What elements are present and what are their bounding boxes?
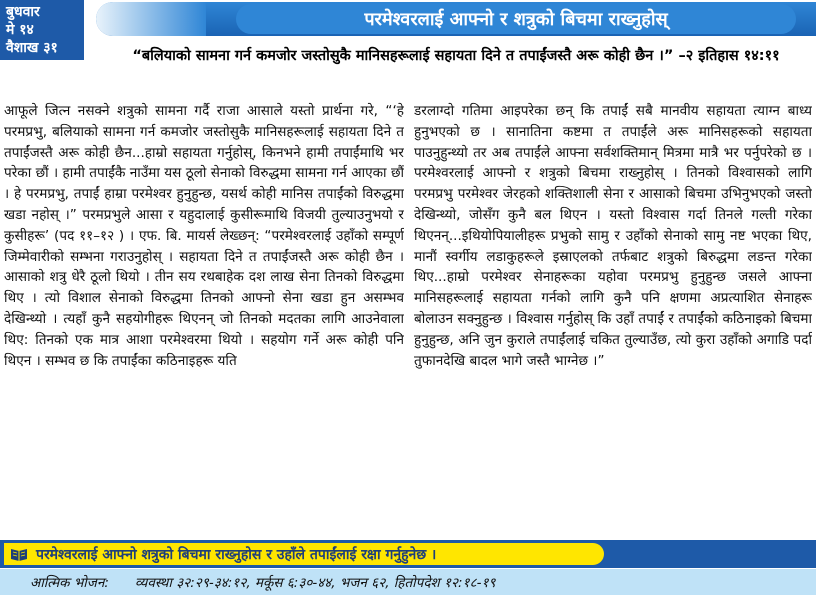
body-column-left [4,101,404,537]
date-day: बुधवार [6,4,40,20]
date-nepali: वैशाख ३१ [6,40,58,56]
body-text-left: आफूले जित्न नसक्ने शत्रुको सामना गर्दै राजा आसाले यस्तो प्रार्थना गरे, “‘हे परमप्रभु, बलियाको सामना गर्न कमजोर जस्तोसुकै मानिसहरूलाई सहायता दिने त तपाईंजस्तै अरू कोही छैन...हाम्रो सहायता गर्नुहोस्, किनभने हामी तपाईंमाथि भर परेका छौं । हामी तपाईंकै नाउँमा यस ठूलो सेनाको विरुद्धमा सामना गर्न आएका छौं । हे परमप्रभु, तपाईं हाम्रा परमेश्वर हुनुहुन्छ, यसर्थ कोही मानिस तपाईंको विरुद्धमा खडा नहोस् ।” परमप्रभुले आसा र यहुदालाई कुसीरूमाथि विजयी तुल्याउनुभयो र कुसीहरू’ (पद ११–१२ ) । एफ. बि. मायर्स लेख्छन्: “परमेश्वरलाई उहाँको सम्पूर्ण जिम्मेवारीको सम्भना गराउनुहोस् । सहायता दिने त तपाईंजस्तै अरू कोही छैन । आसाको शत्रु धेरै ठूलो थियो । तीन सय रथबाहेक दश लाख सेना तिनको विरुद्धमा थिए । त्यो विशाल सेनाको विरुद्धमा तिनको आफ्नो सेना खडा हुन असम्भव देखिन्थ्यो । त्यहाँ कुनै सहयोगीहरू थिएनन् जो तिनको मदतका लागि आउनेवाला थिए: तिनको एक मात्र आशा परमेश्वरमा थियो । सहयोग गर्ने अरू कोही पनि थिएन । सम्भव छ कि तपाईंका कठिनाइहरू यति [4,103,404,369]
footer-readings [0,569,816,595]
footer-label: आत्मिक भोजन: [30,575,109,591]
quote-text: “बलियाको सामना गर्न कमजोर जस्तोसुकै मानिसहरूलाई सहायता दिने त तपाईंजस्तै अरू कोही छैन ।” [132,48,674,64]
quote-reference: –२ इतिहास १४:११ [678,48,780,64]
footer-reading-list: व्यवस्था ३२:२९-३४:१२, मर्कूस ६:३०-४४, भजन ६२, हितोपदेश १२:१८-१९ [134,575,496,591]
highlight-strip [0,540,816,568]
date-month: मे १४ [6,22,34,38]
date-badge [0,0,84,60]
body-text-right: डरलाग्दो गतिमा आइपरेका छन् कि तपाईं सबै मानवीय सहायता त्याग्न बाध्य हुनुभएको छ । सानातिना कष्टमा त तपाईंले अरू मानिसहरूको सहायता पाउनुहुन्थ्यो तर अब तपाईंले आफ्ना सर्वशक्तिमान् मित्रमा मात्रै भर पर्नुपरेको छ । परमेश्वरलाई आफ्नो र शत्रुको बिचमा राख्नुहोस् । तिनको विश्वासको लागि परमप्रभु परमेश्वर जेरहको शक्तिशाली सेना र आसाको बिचमा उभिनुभएको जस्तो देखिन्थ्यो, जोसँग कुनै बल थिएन । यस्तो विश्वास गर्दा तिनले गल्ती गरेका थिएनन्...इथियोपियालीहरू प्रभुको सामु र उहाँको सेनाको सामु नष्ट भएका थिए, मानौं स्वर्गीय लडाकुहरूले इस्राएलको तर्फबाट शत्रुको बिरुद्धमा लडन्त गरेका थिए...हाम्रो परमेश्वर सेनाहरूका यहोवा परमप्रभु हुनुहुन्छ जसले आफ्ना मानिसहरूलाई सहायता गर्नको लागि कुनै पनि क्षणमा अप्रत्याशित सेनाहरू बोलाउन सक्नुहुन्छ । विश्वास गर्नुहोस् कि उहाँ तपाईं र तपाईंको कठिनाइको बिचमा हुनुहुन्छ, अनि जुन कुराले तपाईंलाई चकित तुल्याउँछ, त्यो कुरा उहाँको अगाडि पर्दा तुफानदेखि बादल भागे जस्तै भाग्नेछ ।” [414,103,812,369]
page-title: परमेश्वरलाई आफ्नो र शत्रुको बिचमा राख्नुहोस् [236,4,796,34]
scripture-quote [106,46,806,66]
body-column-right [414,101,812,537]
highlight-text: परमेश्वरलाई आफ्नो शत्रुको बिचमा राख्नुहोस र उहाँले तपाईंलाई रक्षा गर्नुहुनेछ । [36,546,437,563]
book-icon [10,547,28,561]
title-banner [96,2,816,36]
highlight-box [4,543,604,565]
